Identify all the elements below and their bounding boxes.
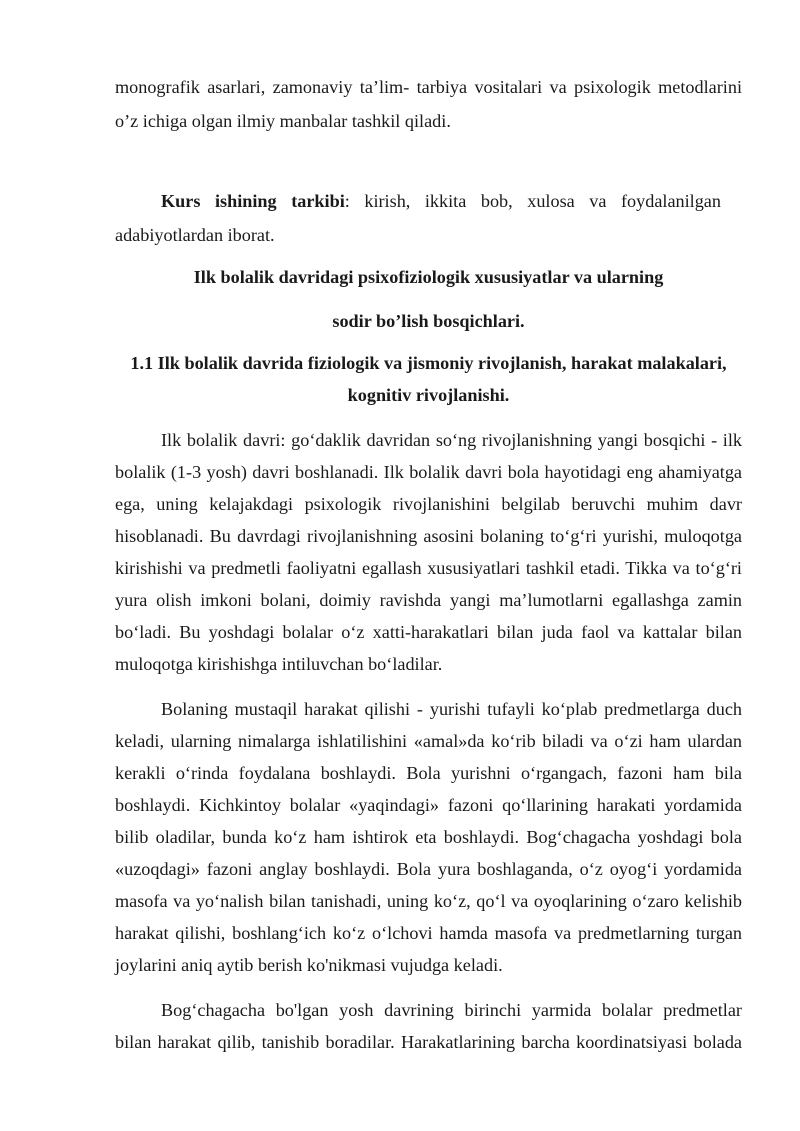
structure-line-1 (161, 190, 721, 212)
p2-line-9: joylarini aniq aytib berish ko'nikmasi vujudga keladi. (115, 955, 503, 975)
p3-line-2: bilan harakat qilib, tanishib boradilar. Harakatlarining barcha koordinatsiyasi bolada (115, 1032, 742, 1052)
intro-line-1: monografik asarlari, zamonaviy ta’lim- tarbiya vositalari va psixologik metodlarini (115, 77, 742, 97)
p1-line-5: kirishishi va predmetli faoliyatni egallash xususiyatlari tashkil etadi. Tikka va to‘g‘ri (115, 558, 742, 578)
p2-line-8: harakat qilishi, boshlang‘ich ko‘z o‘lchovi hamda masofa va predmetlarning turgan (115, 923, 742, 943)
p2-line-6: «uzoqdagi» fazoni anglay boshlaydi. Bola yura boshlaganda, o‘z oyog‘i yordamida (115, 859, 742, 879)
p2-line-4: boshlaydi. Kichkintoy bolalar «yaqindagi» fazoni qo‘llarining harakati yordamida (115, 795, 742, 815)
structure-line-2: adabiyotlardan iborat. (115, 225, 275, 245)
p1-line-8: muloqotga kirishishga intiluvchan bo‘ladilar. (115, 654, 443, 674)
p2-line-1: Bolaning mustaqil harakat qilishi - yurishi tufayli ko‘plab predmetlarga duch (161, 699, 742, 719)
p1-line-4: hisoblanadi. Bu davrdagi rivojlanishning asosini bolaning to‘g‘ri yurishi, muloqotga (115, 526, 742, 546)
section-title-line-1: 1.1 Ilk bolalik davrida fiziologik va jismoniy rivojlanish, harakat malakalari, (130, 353, 727, 373)
section-title-line-2: kognitiv rivojlanishi. (347, 385, 510, 405)
p1-line-6: yura olish imkoni bolani, doimiy ravishda yangi ma’lumotlarni egallashga zamin (115, 590, 742, 610)
p1-line-2: bolalik (1-3 yosh) davri boshlanadi. Ilk bolalik davri bola hayotidagi eng ahamiyatga (115, 462, 742, 482)
p3-line-1: Bog‘chagacha bo'lgan yosh davrining birinchi yarmida bolalar predmetlar (161, 1000, 742, 1020)
chapter-title-line-2: sodir bo’lish bosqichlari. (332, 311, 525, 331)
structure-rest: : kirish, ikkita bob, xulosa va foydalanilgan (344, 191, 721, 211)
p1-line-3: ega, uning kelajakdagi psixologik rivojlanishini belgilab beruvchi muhim davr (115, 494, 742, 514)
p2-line-5: bilib oladilar, bunda ko‘z ham ishtirok eta boshlaydi. Bog‘chagacha yoshdagi bola (115, 827, 742, 847)
intro-line-2: o’z ichiga olgan ilmiy manbalar tashkil qiladi. (115, 111, 451, 131)
structure-label: Kurs ishining tarkibi (161, 191, 345, 211)
p2-line-2: keladi, ularning nimalarga ishlatilishini «amal»da ko‘rib biladi va o‘zi ham ulardan (115, 731, 742, 751)
p2-line-3: kerakli o‘rinda foydalana boshlaydi. Bola yurishni o‘rgangach, fazoni ham bila (115, 763, 742, 783)
p1-line-7: bo‘ladi. Bu yoshdagi bolalar o‘z xatti-harakatlari bilan juda faol va kattalar bilan (115, 622, 742, 642)
p1-line-1: Ilk bolalik davri: go‘daklik davridan so‘ng rivojlanishning yangi bosqichi - ilk (161, 430, 742, 450)
p2-line-7: masofa va yo‘nalish bilan tanishadi, uning ko‘z, qo‘l va oyoqlarining o‘zaro kelishib (115, 891, 742, 911)
chapter-title-line-1: Ilk bolalik davridagi psixofiziologik xususiyatlar va ularning (193, 267, 664, 287)
